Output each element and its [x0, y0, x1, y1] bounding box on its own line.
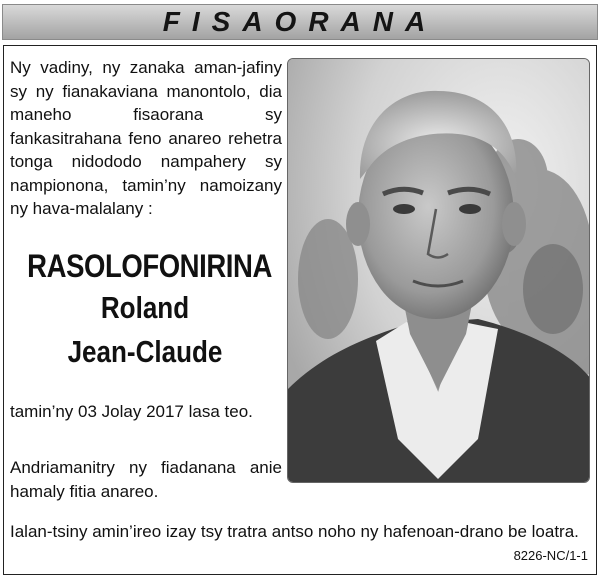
deceased-given-name-2: Jean-Claude — [67, 334, 223, 369]
intro-text: Ny vadiny, ny zanaka aman-jafiny sy ny fianakaviana manontolo, dia maneho fisaorana sy fankasitrahana feno anareo rehetra tonga nidododo nampahery sy nampionona, tamin’ny namoizany ny hava-malalany : — [10, 58, 282, 218]
date-line: tamin’ny 03 Jolay 2017 lasa teo. — [10, 402, 253, 421]
deceased-surname: RASOLOFONIRINA — [27, 248, 272, 284]
portrait-photo — [287, 58, 590, 483]
reference-code: 8226-NC/1-1 — [513, 548, 588, 563]
closing-text: Ialan-tsiny amin’ireo izay tsy tratra antso noho ny hafenoan-drano be loatra. — [10, 522, 579, 541]
blessing-text: Andriamanitry ny fiadanana anie hamaly fitia anareo. — [10, 458, 282, 501]
header-banner — [2, 4, 598, 40]
page-title: FISAORANA — [162, 6, 438, 37]
portrait-image — [288, 59, 590, 483]
deceased-given-name-1: Roland — [100, 290, 190, 325]
